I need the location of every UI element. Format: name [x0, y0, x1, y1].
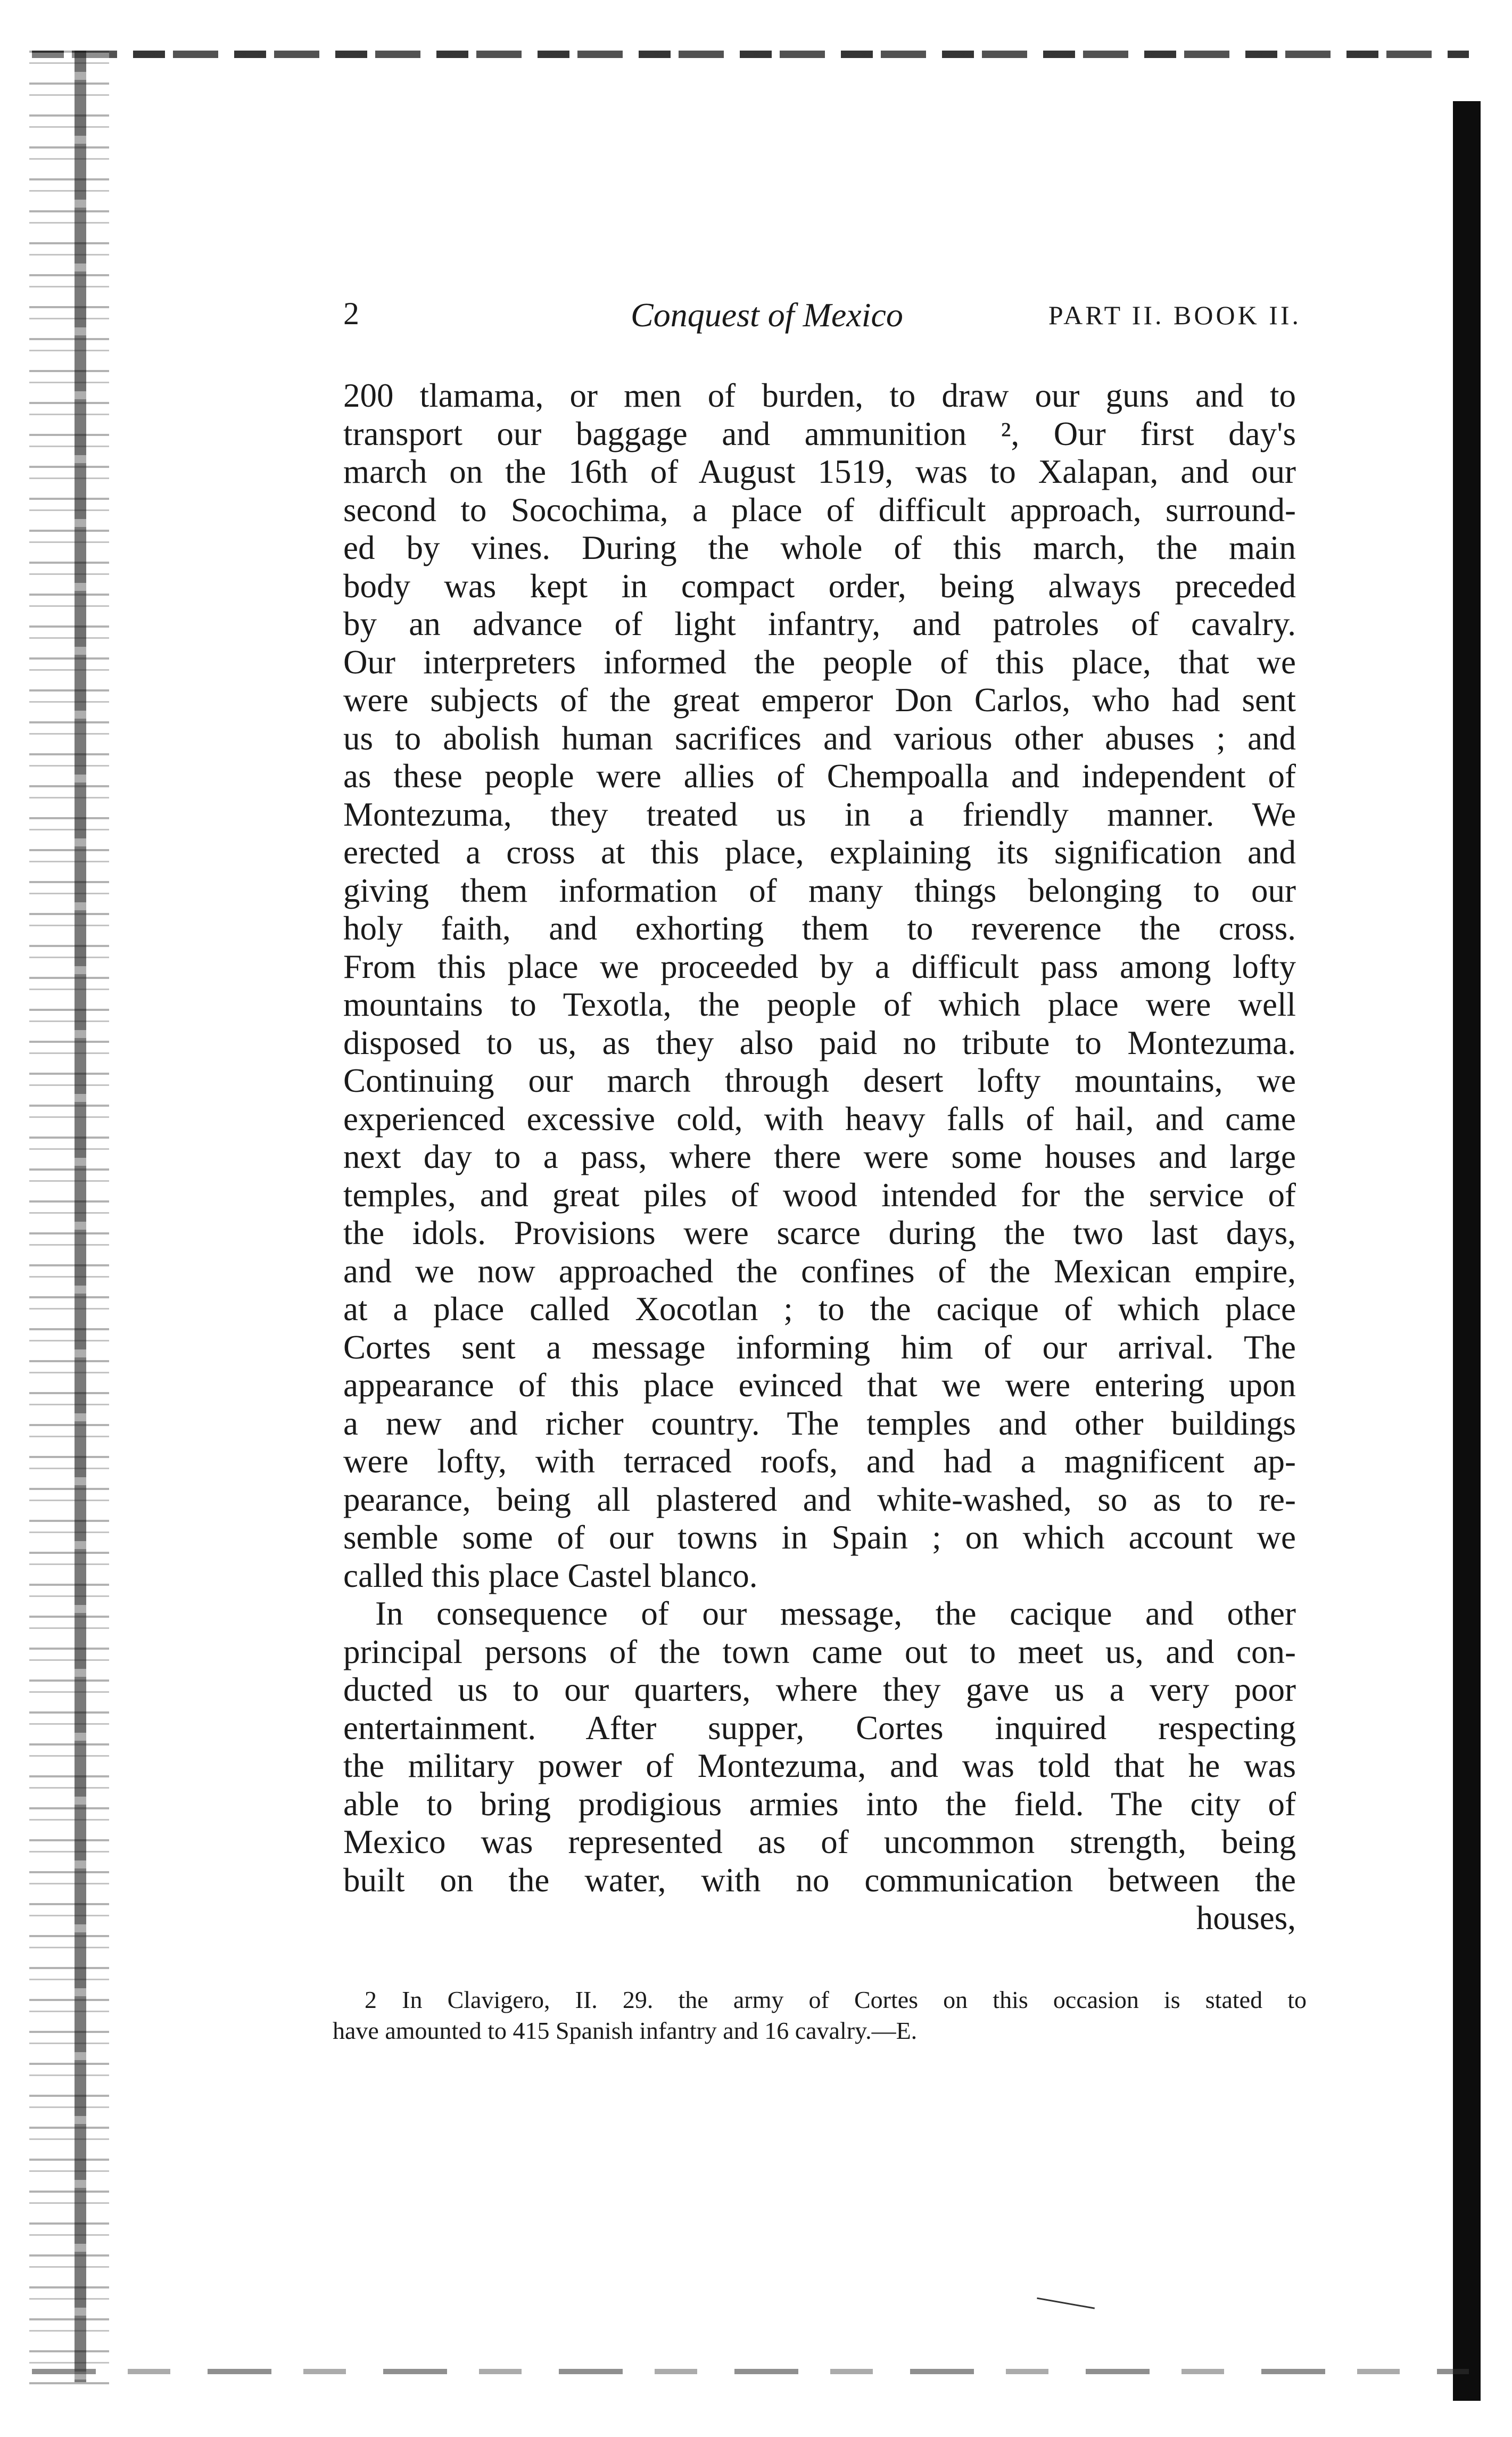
- running-head: [343, 295, 1301, 338]
- text-line: pearance, being all plastered and white-washed, so as to re-: [343, 1480, 1296, 1518]
- footnote: [333, 1985, 1307, 2046]
- text-line: Montezuma, they treated us in a friendly manner. We: [343, 795, 1296, 833]
- scan-border-left: [29, 51, 109, 2393]
- text-line: were subjects of the great emperor Don Carlos, who had sent: [343, 681, 1296, 719]
- text-line: giving them information of many things belonging to our: [343, 871, 1296, 909]
- text-line: semble some of our towns in Spain ; on which account we: [343, 1519, 1296, 1556]
- text-line: In consequence of our message, the cacique and other: [375, 1595, 1296, 1632]
- text-line: ducted us to our quarters, where they gave us a very poor: [343, 1671, 1296, 1708]
- text-line: and we now approached the confines of the Mexican empire,: [343, 1252, 1296, 1290]
- text-line: experienced excessive cold, with heavy falls of hail, and came: [343, 1100, 1296, 1138]
- text-line: a new and richer country. The temples and other buildings: [343, 1404, 1296, 1442]
- scan-border-right: [1453, 101, 1481, 2401]
- text-line: transport our baggage and ammunition ², Our first day's: [343, 415, 1296, 452]
- text-line: by an advance of light infantry, and patroles of cavalry.: [343, 605, 1296, 643]
- text-line: erected a cross at this place, explaining its signification and: [343, 834, 1296, 871]
- scan-border-top: [32, 51, 1469, 58]
- text-line: Our interpreters informed the people of this place, that we: [343, 643, 1296, 681]
- text-line: the idols. Provisions were scarce during the two last days,: [343, 1214, 1296, 1252]
- footnote-line: have amounted to 415 Spanish infantry and 16 cavalry.—E.: [333, 2017, 918, 2044]
- text-line: ed by vines. During the whole of this march, the main: [343, 529, 1296, 566]
- text-line: second to Socochima, a place of difficult approach, surround-: [343, 491, 1296, 529]
- text-line: called this place Castel blanco.: [343, 1557, 758, 1594]
- text-line: able to bring prodigious armies into the field. The city of: [343, 1785, 1296, 1823]
- body-text: [343, 377, 1296, 1938]
- text-line: temples, and great piles of wood intended for the service of: [343, 1176, 1296, 1214]
- text-line: principal persons of the town came out to meet us, and con-: [343, 1633, 1296, 1670]
- text-line: holy faith, and exhorting them to reverence the cross.: [343, 910, 1296, 947]
- text-line: From this place we proceeded by a difficult pass among lofty: [343, 948, 1296, 985]
- stray-pen-mark: [1034, 2298, 1095, 2325]
- text-line: built on the water, with no communication between the: [343, 1861, 1296, 1899]
- text-line: 200 tlamama, or men of burden, to draw our guns and to: [343, 377, 1296, 414]
- text-line: Cortes sent a message informing him of our arrival. The: [343, 1328, 1296, 1366]
- footnote-line: 2 In Clavigero, II. 29. the army of Cortes on this occasion is stated to: [365, 1986, 1307, 2013]
- text-line: disposed to us, as they also paid no tribute to Montezuma.: [343, 1024, 1296, 1061]
- text-line: Continuing our march through desert lofty mountains, we: [343, 1062, 1296, 1099]
- part-book-label: PART II. BOOK II.: [1048, 300, 1301, 330]
- text-line: mountains to Texotla, the people of which place were well: [343, 986, 1296, 1023]
- text-line: Mexico was represented as of uncommon strength, being: [343, 1823, 1296, 1860]
- text-line: houses,: [1196, 1899, 1296, 1937]
- scan-border-bottom: [32, 2369, 1469, 2374]
- text-line: appearance of this place evinced that we were entering upon: [343, 1366, 1296, 1404]
- scan-border-left-edge: [75, 51, 86, 2382]
- text-line: us to abolish human sacrifices and various other abuses ; and: [343, 719, 1296, 757]
- text-line: next day to a pass, where there were some houses and large: [343, 1138, 1296, 1175]
- text-line: entertainment. After supper, Cortes inquired respecting: [343, 1709, 1296, 1747]
- text-line: were lofty, with terraced roofs, and had a magnificent ap-: [343, 1443, 1296, 1480]
- text-line: the military power of Montezuma, and was told that he was: [343, 1747, 1296, 1784]
- running-title: Conquest of Mexico: [631, 296, 903, 334]
- text-line: at a place called Xocotlan ; to the cacique of which place: [343, 1290, 1296, 1328]
- page-number: 2: [343, 296, 359, 331]
- text-line: body was kept in compact order, being always preceded: [343, 567, 1296, 605]
- text-line: march on the 16th of August 1519, was to Xalapan, and our: [343, 453, 1296, 490]
- text-line: as these people were allies of Chempoalla and independent of: [343, 758, 1296, 795]
